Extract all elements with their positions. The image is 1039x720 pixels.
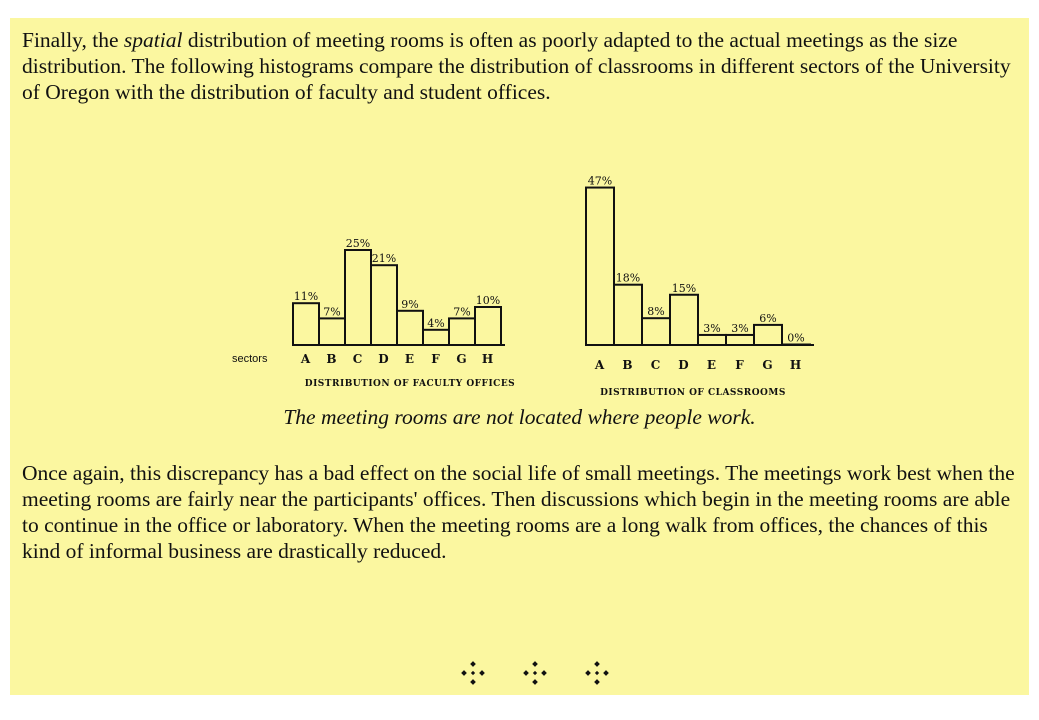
bar-value-label: 11%: [293, 290, 319, 304]
chart-title: DISTRIBUTION OF FACULTY OFFICES: [304, 379, 516, 389]
bar-value-label: 18%: [615, 271, 641, 285]
bar-value-label: 0%: [787, 331, 805, 345]
bar-value-label: 47%: [587, 174, 613, 188]
bar-value-label: 7%: [453, 305, 471, 319]
bar-value-label: 9%: [401, 297, 419, 311]
intro-emphasis: spatial: [123, 28, 183, 52]
sector-tick-label: H: [789, 358, 803, 372]
sector-tick-label: A: [300, 352, 312, 366]
bar-value-label: 7%: [323, 305, 341, 319]
bar-value-label: 8%: [647, 305, 665, 319]
bar-A: [586, 188, 614, 345]
sector-tick-label: E: [706, 358, 718, 372]
sector-tick-label: D: [378, 352, 390, 366]
sectors-label: sectors: [232, 353, 268, 365]
diamond-ornament-icon: [460, 660, 486, 686]
bar-F: [423, 330, 449, 345]
bar-value-label: 15%: [671, 281, 697, 295]
diamond-ornament-icon: [584, 660, 610, 686]
bar-B: [319, 318, 345, 345]
histograms-svg: [10, 168, 1029, 408]
intro-text-end: distribution of meeting rooms is often as poorly adapted to the actual meetings as the size distribution. The following histograms compare the distribution of classrooms in different sectors of the University of Oregon with the distribution of faculty and student offices.: [22, 28, 1011, 104]
sector-tick-label: E: [404, 352, 416, 366]
bar-E: [698, 335, 726, 345]
faculty-offices-chart: [232, 237, 515, 389]
bar-value-label: 6%: [759, 311, 777, 325]
chart-title: DISTRIBUTION OF CLASSROOMS: [600, 388, 786, 398]
bar-value-label: 10%: [475, 294, 501, 307]
sector-tick-label: C: [352, 352, 364, 366]
intro-paragraph: [22, 27, 1022, 105]
bar-B: [614, 285, 642, 345]
sector-tick-label: B: [326, 352, 338, 366]
histogram-figure: [10, 168, 1029, 408]
bar-value-label: 21%: [371, 252, 397, 266]
classrooms-chart: [586, 175, 814, 398]
section-ornaments: [460, 660, 610, 690]
bar-D: [371, 265, 397, 345]
figure-caption: The meeting rooms are not located where people work.: [283, 405, 756, 429]
bar-D: [670, 295, 698, 345]
discussion-paragraph: Once again, this discrepancy has a bad effect on the social life of small meetings. The meetings work best when the meeting rooms are fairly near the participants' offices. Then discussions which begin in the meeting rooms are able to continue in the office or laboratory. When the meeting rooms are a long walk from offices, the chances of this kind of informal business are drastically reduced.: [22, 461, 1015, 563]
diamond-ornament-icon: [522, 660, 548, 686]
sector-tick-label: D: [678, 358, 690, 372]
bar-H: [475, 307, 501, 345]
page: [10, 18, 1029, 695]
bar-C: [345, 250, 371, 345]
sector-tick-label: B: [622, 358, 634, 372]
sector-tick-label: F: [431, 352, 441, 366]
bar-A: [293, 303, 319, 345]
sector-tick-label: F: [735, 358, 745, 372]
bar-value-label: 3%: [731, 321, 749, 335]
sector-tick-label: G: [762, 358, 774, 372]
sector-tick-label: G: [456, 352, 468, 366]
sector-tick-label: C: [650, 358, 662, 372]
bar-G: [449, 318, 475, 345]
bar-C: [642, 318, 670, 345]
bar-value-label: 4%: [427, 316, 445, 330]
bar-value-label: 25%: [345, 237, 371, 250]
sector-tick-label: A: [594, 358, 606, 372]
intro-text-start: Finally, the: [22, 28, 124, 52]
bar-G: [754, 325, 782, 345]
bar-F: [726, 335, 754, 345]
bar-value-label: 3%: [703, 321, 721, 335]
sector-tick-label: H: [481, 352, 495, 366]
bar-E: [397, 311, 423, 345]
